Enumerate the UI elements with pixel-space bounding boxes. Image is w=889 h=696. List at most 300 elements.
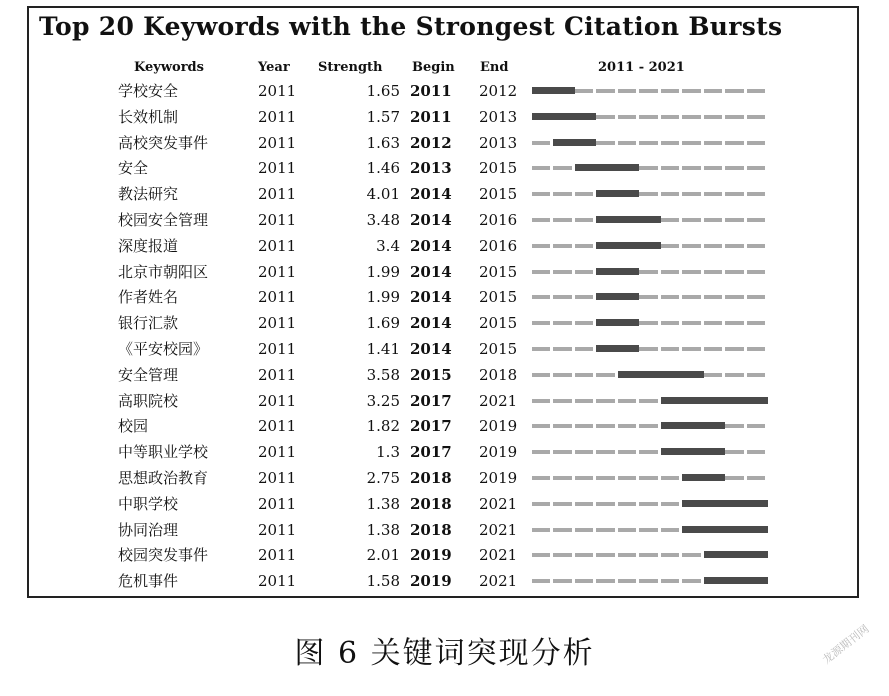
burst-timeline <box>532 319 768 327</box>
strength-cell: 1.57 <box>366 107 400 126</box>
timeline-segment <box>747 270 765 274</box>
burst-segment <box>639 242 660 249</box>
burst-segment <box>704 500 725 507</box>
timeline-segment <box>639 450 657 454</box>
timeline-segment <box>639 424 657 428</box>
burst-segment <box>596 242 617 249</box>
table-row <box>29 365 857 391</box>
timeline-segment <box>747 218 765 222</box>
burst-timeline <box>532 216 768 224</box>
burst-segment <box>596 268 617 275</box>
timeline-segment <box>747 450 765 454</box>
watermark: 龙源期刊网 <box>820 622 872 667</box>
header-timeline: 2011 - 2021 <box>598 60 685 75</box>
burst-segment <box>747 577 768 584</box>
burst-segment <box>575 139 596 146</box>
timeline-segment <box>618 115 636 119</box>
timeline-segment <box>747 347 765 351</box>
timeline-segment <box>661 192 679 196</box>
timeline-segment <box>596 476 614 480</box>
timeline-segment <box>682 115 700 119</box>
header-keywords: Keywords <box>134 60 204 75</box>
timeline-segment <box>639 89 657 93</box>
burst-segment <box>725 577 746 584</box>
end-cell: 2019 <box>479 417 518 436</box>
timeline-segment <box>725 347 743 351</box>
timeline-segment <box>682 553 700 557</box>
timeline-segment <box>725 270 743 274</box>
burst-segment <box>747 500 768 507</box>
timeline-segment <box>596 528 614 532</box>
timeline-segment <box>661 166 679 170</box>
timeline-segment <box>553 399 571 403</box>
year-cell: 2011 <box>258 133 297 152</box>
timeline-segment <box>596 502 614 506</box>
burst-segment <box>725 500 746 507</box>
burst-segment <box>618 319 639 326</box>
timeline-segment <box>704 244 722 248</box>
chart-title: Top 20 Keywords with the Strongest Citation Bursts <box>39 12 783 41</box>
timeline-segment <box>618 502 636 506</box>
burst-segment <box>553 113 574 120</box>
end-cell: 2015 <box>479 288 518 307</box>
timeline-segment <box>639 399 657 403</box>
strength-cell: 1.46 <box>366 159 400 178</box>
strength-cell: 1.58 <box>366 572 400 591</box>
begin-cell: 2014 <box>410 340 452 358</box>
year-cell: 2011 <box>258 236 297 255</box>
burst-segment <box>661 371 682 378</box>
end-cell: 2021 <box>479 572 518 591</box>
timeline-segment <box>639 502 657 506</box>
burst-segment <box>682 422 703 429</box>
timeline-segment <box>553 502 571 506</box>
timeline-segment <box>639 192 657 196</box>
strength-cell: 1.69 <box>366 314 400 333</box>
timeline-segment <box>596 424 614 428</box>
timeline-segment <box>553 347 571 351</box>
timeline-segment <box>618 399 636 403</box>
keyword-cell: 校园 <box>118 417 149 436</box>
burst-segment <box>618 190 639 197</box>
table-row <box>29 236 857 262</box>
timeline-segment <box>575 295 593 299</box>
begin-cell: 2014 <box>410 185 452 204</box>
strength-cell: 1.63 <box>366 133 400 152</box>
timeline-segment <box>618 528 636 532</box>
timeline-segment <box>596 115 614 119</box>
timeline-segment <box>704 218 722 222</box>
timeline-segment <box>661 579 679 583</box>
timeline-segment <box>575 192 593 196</box>
timeline-segment <box>747 166 765 170</box>
burst-segment <box>618 345 639 352</box>
strength-cell: 3.4 <box>376 236 400 255</box>
burst-timeline <box>532 242 768 250</box>
timeline-segment <box>532 373 550 377</box>
timeline-segment <box>532 476 550 480</box>
timeline-segment <box>704 270 722 274</box>
timeline-segment <box>704 295 722 299</box>
timeline-segment <box>532 347 550 351</box>
timeline-segment <box>682 192 700 196</box>
burst-segment <box>639 216 660 223</box>
strength-cell: 3.48 <box>366 211 400 229</box>
burst-segment <box>661 397 682 404</box>
timeline-segment <box>532 295 550 299</box>
end-cell: 2018 <box>479 365 518 384</box>
table-row <box>29 184 857 210</box>
timeline-segment <box>725 192 743 196</box>
timeline-segment <box>596 450 614 454</box>
timeline-segment <box>682 347 700 351</box>
begin-cell: 2019 <box>410 546 452 565</box>
begin-cell: 2012 <box>410 133 452 152</box>
timeline-segment <box>532 424 550 428</box>
timeline-segment <box>704 347 722 351</box>
end-cell: 2015 <box>479 262 518 281</box>
citation-burst-table <box>27 6 859 598</box>
timeline-segment <box>747 115 765 119</box>
burst-timeline <box>532 345 768 353</box>
keyword-cell: 中职学校 <box>118 494 179 513</box>
strength-cell: 1.38 <box>366 494 400 513</box>
table-row <box>29 391 857 417</box>
timeline-segment <box>553 373 571 377</box>
timeline-segment <box>747 373 765 377</box>
timeline-segment <box>618 89 636 93</box>
table-row <box>29 442 857 468</box>
burst-timeline <box>532 500 768 508</box>
table-row <box>29 545 857 571</box>
burst-segment <box>596 216 617 223</box>
figure-caption: 图 6 关键词突现分析 <box>294 636 595 671</box>
burst-segment <box>596 190 617 197</box>
timeline-segment <box>725 115 743 119</box>
burst-segment <box>725 551 746 558</box>
timeline-segment <box>532 141 550 145</box>
timeline-segment <box>639 295 657 299</box>
timeline-segment <box>553 218 571 222</box>
burst-segment <box>704 397 725 404</box>
burst-segment <box>618 242 639 249</box>
year-cell: 2011 <box>258 185 297 204</box>
timeline-segment <box>639 579 657 583</box>
timeline-segment <box>725 450 743 454</box>
burst-segment <box>575 164 596 171</box>
begin-cell: 2019 <box>410 572 452 591</box>
timeline-segment <box>661 528 679 532</box>
year-cell: 2011 <box>258 494 297 513</box>
table-row <box>29 81 857 107</box>
begin-cell: 2014 <box>410 288 452 307</box>
timeline-segment <box>575 347 593 351</box>
burst-segment <box>553 139 574 146</box>
keyword-cell: 教法研究 <box>118 185 179 204</box>
burst-segment <box>704 551 725 558</box>
end-cell: 2019 <box>479 443 518 462</box>
keyword-cell: 思想政治教育 <box>118 469 209 487</box>
year-cell: 2011 <box>258 82 297 100</box>
timeline-segment <box>575 399 593 403</box>
timeline-segment <box>596 373 614 377</box>
burst-segment <box>704 577 725 584</box>
end-cell: 2019 <box>479 469 518 487</box>
burst-segment <box>596 293 617 300</box>
timeline-segment <box>553 553 571 557</box>
timeline-segment <box>661 244 679 248</box>
keyword-cell: 安全管理 <box>118 365 179 384</box>
strength-cell: 2.01 <box>366 546 400 565</box>
begin-cell: 2014 <box>410 236 452 255</box>
burst-segment <box>661 448 682 455</box>
timeline-segment <box>704 192 722 196</box>
keyword-cell: 校园安全管理 <box>118 211 209 229</box>
timeline-segment <box>725 373 743 377</box>
burst-timeline <box>532 422 768 430</box>
timeline-segment <box>639 115 657 119</box>
header-end: End <box>480 60 509 75</box>
timeline-segment <box>639 476 657 480</box>
burst-timeline <box>532 371 768 379</box>
timeline-segment <box>553 166 571 170</box>
timeline-segment <box>725 424 743 428</box>
timeline-segment <box>704 115 722 119</box>
burst-segment <box>532 113 553 120</box>
begin-cell: 2018 <box>410 494 452 513</box>
timeline-segment <box>661 347 679 351</box>
table-row <box>29 520 857 546</box>
timeline-segment <box>725 218 743 222</box>
burst-timeline <box>532 474 768 482</box>
timeline-segment <box>575 450 593 454</box>
keyword-cell: 长效机制 <box>118 107 179 126</box>
begin-cell: 2017 <box>410 443 452 462</box>
timeline-segment <box>682 295 700 299</box>
header-strength: Strength <box>318 60 383 75</box>
timeline-segment <box>575 502 593 506</box>
keyword-cell: 高校突发事件 <box>118 133 209 152</box>
timeline-segment <box>575 528 593 532</box>
begin-cell: 2018 <box>410 520 452 539</box>
keyword-cell: 北京市朝阳区 <box>118 262 209 281</box>
burst-timeline <box>532 577 768 585</box>
burst-segment <box>618 268 639 275</box>
end-cell: 2015 <box>479 159 518 178</box>
year-cell: 2011 <box>258 365 297 384</box>
timeline-segment <box>747 424 765 428</box>
burst-segment <box>575 113 596 120</box>
begin-cell: 2015 <box>410 365 452 384</box>
burst-segment <box>618 216 639 223</box>
timeline-segment <box>747 244 765 248</box>
strength-cell: 1.41 <box>366 340 400 358</box>
burst-timeline <box>532 139 768 147</box>
begin-cell: 2014 <box>410 211 452 229</box>
timeline-segment <box>532 450 550 454</box>
timeline-segment <box>618 579 636 583</box>
timeline-segment <box>575 218 593 222</box>
timeline-segment <box>575 553 593 557</box>
timeline-segment <box>704 321 722 325</box>
timeline-segment <box>704 141 722 145</box>
timeline-segment <box>661 270 679 274</box>
table-row <box>29 468 857 494</box>
timeline-segment <box>725 295 743 299</box>
table-row <box>29 416 857 442</box>
timeline-segment <box>682 89 700 93</box>
timeline-segment <box>682 579 700 583</box>
timeline-segment <box>575 270 593 274</box>
timeline-segment <box>704 373 722 377</box>
strength-cell: 2.75 <box>366 469 400 487</box>
timeline-segment <box>553 450 571 454</box>
burst-segment <box>596 345 617 352</box>
timeline-segment <box>725 141 743 145</box>
timeline-segment <box>532 244 550 248</box>
begin-cell: 2014 <box>410 314 452 333</box>
timeline-segment <box>639 141 657 145</box>
end-cell: 2021 <box>479 520 518 539</box>
burst-segment <box>704 474 725 481</box>
burst-segment <box>618 164 639 171</box>
timeline-segment <box>575 321 593 325</box>
timeline-segment <box>553 424 571 428</box>
burst-segment <box>532 87 553 94</box>
begin-cell: 2014 <box>410 262 452 281</box>
table-row <box>29 158 857 184</box>
timeline-segment <box>596 579 614 583</box>
year-cell: 2011 <box>258 417 297 436</box>
strength-cell: 1.99 <box>366 262 400 281</box>
burst-segment <box>639 371 660 378</box>
timeline-segment <box>682 218 700 222</box>
strength-cell: 1.82 <box>366 417 400 436</box>
timeline-segment <box>682 166 700 170</box>
timeline-segment <box>596 141 614 145</box>
end-cell: 2016 <box>479 236 518 255</box>
burst-timeline <box>532 397 768 405</box>
burst-segment <box>682 448 703 455</box>
burst-segment <box>682 500 703 507</box>
timeline-segment <box>532 399 550 403</box>
strength-cell: 1.65 <box>366 82 400 100</box>
burst-segment <box>682 397 703 404</box>
table-row <box>29 107 857 133</box>
strength-cell: 3.25 <box>366 391 400 410</box>
burst-segment <box>682 371 703 378</box>
timeline-segment <box>532 553 550 557</box>
timeline-segment <box>532 502 550 506</box>
timeline-segment <box>575 476 593 480</box>
table-row <box>29 210 857 236</box>
table-row <box>29 287 857 313</box>
table-row <box>29 339 857 365</box>
burst-segment <box>682 474 703 481</box>
timeline-segment <box>725 89 743 93</box>
timeline-segment <box>639 270 657 274</box>
year-cell: 2011 <box>258 520 297 539</box>
burst-timeline <box>532 268 768 276</box>
timeline-segment <box>725 244 743 248</box>
timeline-segment <box>618 476 636 480</box>
timeline-segment <box>553 270 571 274</box>
table-row <box>29 571 857 597</box>
timeline-segment <box>618 141 636 145</box>
end-cell: 2021 <box>479 546 518 565</box>
timeline-segment <box>553 476 571 480</box>
burst-segment <box>747 526 768 533</box>
burst-segment <box>747 397 768 404</box>
timeline-segment <box>747 321 765 325</box>
timeline-segment <box>532 528 550 532</box>
keyword-cell: 学校安全 <box>118 82 179 100</box>
timeline-segment <box>639 347 657 351</box>
end-cell: 2016 <box>479 211 518 229</box>
timeline-segment <box>553 579 571 583</box>
year-cell: 2011 <box>258 314 297 333</box>
strength-cell: 1.38 <box>366 520 400 539</box>
keyword-cell: 安全 <box>118 159 149 178</box>
strength-cell: 3.58 <box>366 365 400 384</box>
keyword-cell: 危机事件 <box>118 572 179 591</box>
keyword-cell: 银行汇款 <box>118 314 179 333</box>
timeline-segment <box>575 89 593 93</box>
year-cell: 2011 <box>258 443 297 462</box>
timeline-segment <box>618 424 636 428</box>
burst-segment <box>661 422 682 429</box>
timeline-segment <box>575 373 593 377</box>
timeline-segment <box>532 270 550 274</box>
burst-timeline <box>532 190 768 198</box>
timeline-segment <box>661 218 679 222</box>
year-cell: 2011 <box>258 288 297 307</box>
begin-cell: 2011 <box>410 107 452 126</box>
timeline-segment <box>553 192 571 196</box>
burst-timeline <box>532 448 768 456</box>
timeline-segment <box>725 166 743 170</box>
header-begin: Begin <box>412 60 455 75</box>
timeline-segment <box>596 553 614 557</box>
end-cell: 2013 <box>479 133 518 152</box>
timeline-segment <box>661 89 679 93</box>
burst-segment <box>704 422 725 429</box>
timeline-segment <box>575 424 593 428</box>
year-cell: 2011 <box>258 546 297 565</box>
timeline-segment <box>747 295 765 299</box>
timeline-segment <box>532 192 550 196</box>
begin-cell: 2017 <box>410 391 452 410</box>
timeline-segment <box>661 115 679 119</box>
timeline-segment <box>682 141 700 145</box>
keyword-cell: 深度报道 <box>118 236 179 255</box>
strength-cell: 4.01 <box>366 185 400 204</box>
table-row <box>29 494 857 520</box>
timeline-segment <box>532 321 550 325</box>
year-cell: 2011 <box>258 572 297 591</box>
end-cell: 2021 <box>479 391 518 410</box>
timeline-segment <box>661 553 679 557</box>
begin-cell: 2018 <box>410 469 452 487</box>
burst-segment <box>704 448 725 455</box>
end-cell: 2015 <box>479 314 518 333</box>
timeline-segment <box>553 528 571 532</box>
timeline-segment <box>747 141 765 145</box>
table-row <box>29 262 857 288</box>
timeline-segment <box>575 579 593 583</box>
strength-cell: 1.3 <box>376 443 400 462</box>
strength-cell: 1.99 <box>366 288 400 307</box>
